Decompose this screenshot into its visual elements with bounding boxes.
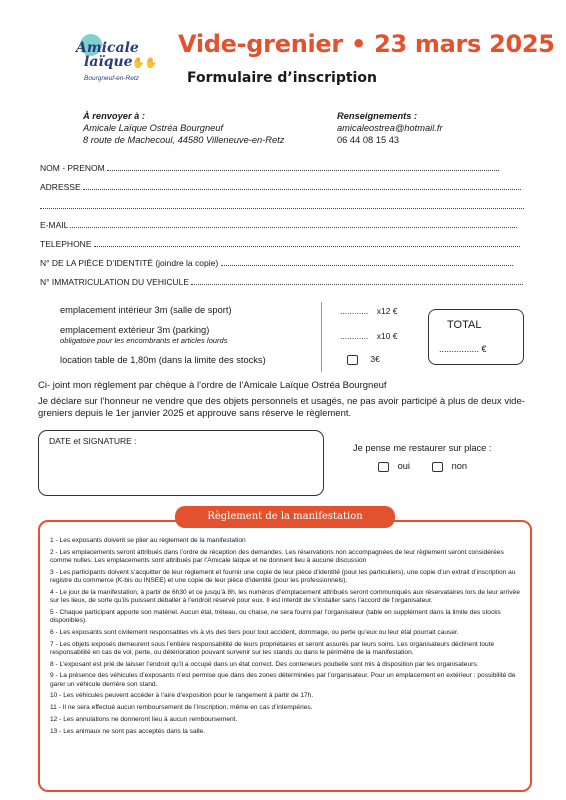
address-field[interactable] <box>40 182 521 192</box>
total-label: TOTAL <box>447 319 482 331</box>
pricing-row-outdoor-qty[interactable] <box>340 331 398 341</box>
pricing-divider <box>321 302 322 372</box>
rules-list <box>50 537 520 740</box>
id-number-field[interactable] <box>40 258 513 268</box>
logo <box>70 30 160 90</box>
pricing-row-table-check[interactable] <box>347 354 380 365</box>
rule-item: 5 - Chaque participant apporte son matériel. Aucun étal, tréteau, ou chaise, ne sera fourni par l’organisateur (table en supplément dans la limite des stocks disponibles). <box>50 608 501 624</box>
address-field-2[interactable] <box>40 201 524 211</box>
name-label: NOM - PRENOM <box>40 163 105 173</box>
name-field[interactable] <box>40 163 499 173</box>
page-title: Vide-grenier • 23 mars 2025 <box>178 30 555 58</box>
logo-text-line2: laïque <box>84 54 133 70</box>
table-rental-checkbox[interactable] <box>347 355 358 365</box>
address-line[interactable] <box>83 182 521 190</box>
pricing-row-indoor-qty[interactable] <box>340 306 398 316</box>
pricing-row-outdoor-note: obligatoire pour les encombrants et articles lourds <box>60 336 228 345</box>
info-heading: Renseignements : <box>337 111 418 121</box>
id-number-line[interactable] <box>221 258 513 266</box>
email-label: E-MAIL <box>40 220 69 230</box>
vehicle-line[interactable] <box>191 277 523 285</box>
indoor-price: x12 € <box>376 306 398 316</box>
send-to-block <box>83 110 284 146</box>
pricing-row-indoor-label: emplacement intérieur 3m (salle de sport) <box>60 305 232 315</box>
table-price: 3€ <box>370 354 380 364</box>
signature-label: DATE et SIGNATURE : <box>49 436 137 446</box>
info-email: amicaleostrea@hotmail.fr <box>337 123 443 133</box>
indoor-qty-dots[interactable]: ............ <box>340 306 369 316</box>
address-line-2[interactable] <box>40 201 524 209</box>
vehicle-label: N° IMMATRICULATION DU VEHICULE <box>40 277 190 287</box>
send-to-heading: À renvoyer à : <box>83 111 146 121</box>
logo-text-line1: Amicale <box>76 40 139 56</box>
id-number-label: N° DE LA PIÈCE D’IDENTITÉ (joindre la copie) <box>40 258 219 268</box>
signature-box[interactable] <box>38 430 324 496</box>
send-to-line2: 8 route de Machecoul, 44580 Villeneuve-en-Retz <box>83 135 285 145</box>
honor-statement: Je déclare sur l’honneur ne vendre que des objets personnels et usagés, ne pas avoir participé à plus de deux vide-greniers depuis le 1er janvier 2025 et approuve sans réserve le règlement. <box>38 396 525 419</box>
outdoor-qty-dots[interactable]: ............ <box>340 331 369 341</box>
rule-item: 11 - Il ne sera effectué aucun remboursement de l’inscription, même en cas d’intempéries. <box>50 704 313 712</box>
phone-label: TELEPHONE <box>40 239 92 249</box>
rule-item: 8 - L’exposant est prié de laisser l’endroit qu’il a occupé dans un état correct. Des conteneurs poubelle sont mis à disposition par les organisateurs. <box>50 660 479 668</box>
meal-yes-checkbox[interactable] <box>378 462 389 472</box>
phone-line[interactable] <box>94 239 520 247</box>
page-subtitle: Formulaire d’inscription <box>187 70 377 86</box>
rule-item: 13 - Les animaux ne sont pas acceptés dans la salle. <box>50 727 206 735</box>
phone-field[interactable] <box>40 239 520 249</box>
outdoor-price: x10 € <box>376 331 398 341</box>
logo-subtitle: Bourgneuf-en-Retz <box>84 75 139 82</box>
rule-item: 7 - Les objets exposés demeurent sous l’entière responsabilité de leurs propriétaires et seront assurés par leurs soins. Les organisateurs déclinent toute responsabilité en cas de vol, perte, ou détérioration pouvant survenir sur les stands ou dans le périmètre de la manifestation. <box>50 640 495 656</box>
rule-item: 12 - Les annulations ne donneront lieu à aucun remboursement. <box>50 715 238 723</box>
meal-question: Je pense me restaurer sur place : <box>353 443 492 453</box>
send-to-line1: Amicale Laïque Ostréa Bourgneuf <box>83 123 224 133</box>
pricing-row-table-label: location table de 1,80m (dans la limite des stocks) <box>60 355 266 365</box>
email-field[interactable] <box>40 220 517 230</box>
meal-no-label: non <box>451 461 468 471</box>
meal-yes-label: oui <box>397 461 411 471</box>
cheque-statement: Ci- joint mon règlement par chèque à l’ordre de l’Amicale Laïque Ostréa Bourgneuf <box>38 380 387 391</box>
rule-item: 4 - Le jour de la manifestation, à partir de 6h30 et ce jusqu’à 8h, les numéros d’emplacement attribués seront communiqués aux réservataires lors de leur arrivée sur les lieux, de sorte qu’ils puissent déballer à l’endroit réservé pour eux. Il est interdit de s’installer sans l’accord de l’organisateur. <box>50 588 520 604</box>
total-box[interactable] <box>428 309 524 365</box>
info-block <box>337 110 443 146</box>
meal-no-checkbox[interactable] <box>432 462 443 472</box>
rule-item: 2 - Les emplacements seront attribués dans l’ordre de réception des demandes. Les réservations non accompagnées de leur règlement seront considérées comme nulles. Les emplacements sont attribués par l’Amicale laïque et ne donnent lieu à aucune discussion <box>50 548 504 564</box>
info-phone: 06 44 08 15 43 <box>337 135 400 145</box>
vehicle-field[interactable] <box>40 277 523 287</box>
meal-no-option[interactable] <box>432 461 467 472</box>
address-label: ADRESSE <box>40 182 81 192</box>
meal-yes-option[interactable] <box>378 461 410 472</box>
rules-heading: Règlement de la manifestation <box>175 506 395 528</box>
rule-item: 10 - Les véhicules peuvent accéder à l’aire d’exposition pour le rangement à partir de 17h. <box>50 692 314 700</box>
rule-item: 3 - Les participants doivent s’acquitter de leur règlement et fournir une copie de leur pièce d’identité (pour les particuliers), une copie d’un extrait d’inscription au registre du commerce (K-bis ou INSEE) et une copie de leur pièce d’identité (pour les professionnels). <box>50 568 516 584</box>
pricing-row-outdoor-label: emplacement extérieur 3m (parking) <box>60 325 210 335</box>
rule-item: 1 - Les exposants doivent se plier au règlement de la manifestation <box>50 537 246 544</box>
name-line[interactable] <box>107 163 499 171</box>
rule-item: 6 - Les exposants sont civilement responsables vis à vis des tiers pour tout accident, dommage, ou perte qu’eux ou leur étal pourrait causer. <box>50 628 459 636</box>
total-value[interactable]: ................ € <box>439 344 487 354</box>
hands-icon: ✋✋ <box>132 58 157 69</box>
rule-item: 9 - La présence des véhicules d’exposants n’est permise que dans des zones déterminées par l’organisateur. Pour un emplacement en extérieur : possibilité de garer un véhicule derrière son stand. <box>50 672 516 688</box>
email-line[interactable] <box>70 220 517 228</box>
